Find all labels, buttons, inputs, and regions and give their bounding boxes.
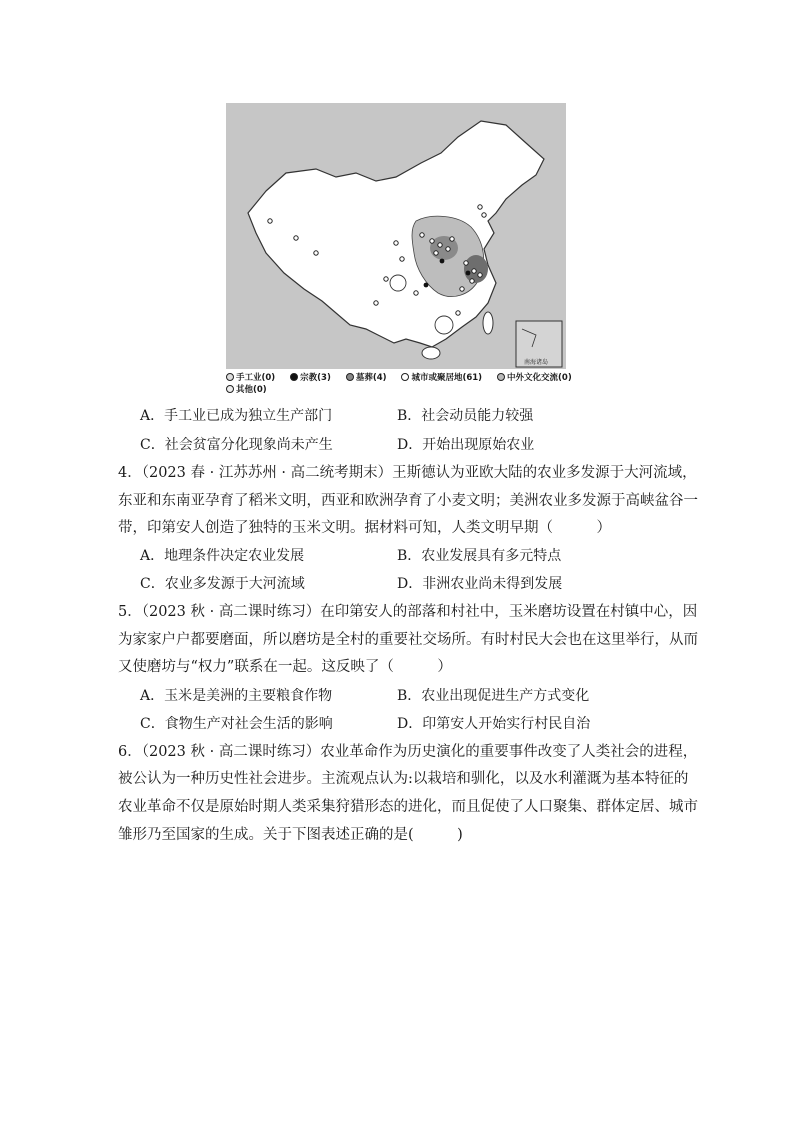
legend-item: 宗教(3) bbox=[290, 373, 337, 383]
other-icon bbox=[226, 385, 234, 393]
q5-stem-line: 又使磨坊与“权力”联系在一起。这反映了（ ） bbox=[118, 659, 452, 675]
taiwan-island bbox=[483, 312, 493, 334]
inset-label: 南海诸岛 bbox=[524, 359, 549, 366]
q4-option-a: A．地理条件决定农业发展 bbox=[140, 548, 305, 564]
handicraft-icon bbox=[226, 373, 234, 381]
q5-option-a: A．玉米是美洲的主要粮食作物 bbox=[140, 688, 333, 704]
q5-option-d: D．印第安人开始实行村民自治 bbox=[397, 716, 591, 732]
q4-option-d: D．非洲农业尚未得到发展 bbox=[397, 576, 563, 592]
q6-stem-line: 农业革命不仅是原始时期人类采集狩猎形态的进化，而且促使了人口聚集、群体定居、城市 bbox=[118, 799, 698, 815]
q4-option-c: C．农业多发源于大河流域 bbox=[140, 576, 305, 592]
q5-stem-line: 5．（2023 秋 · 高二课时练习）在印第安人的部落和村社中，玉米磨坊设置在村镇中心，因 bbox=[118, 604, 698, 620]
china-map-figure bbox=[226, 103, 566, 369]
legend-item: 墓葬(4) bbox=[346, 373, 393, 383]
q3-option-a: A．手工业已成为独立生产部门 bbox=[140, 408, 333, 424]
city-icon bbox=[401, 373, 409, 381]
q3-option-d: D．开始出现原始农业 bbox=[397, 437, 535, 453]
tomb-icon bbox=[346, 373, 354, 381]
q4-stem-line: 东亚和东南亚孕育了稻米文明，西亚和欧洲孕育了小麦文明；美洲农业多发源于高峡盆谷一 bbox=[118, 493, 698, 509]
q6-stem-line: 6．（2023 秋 · 高二课时练习）农业革命作为历史演化的重要事件改变了人类社会的进程， bbox=[118, 744, 698, 760]
religion-icon bbox=[290, 373, 298, 381]
hainan-island bbox=[422, 347, 440, 359]
legend-item: 其他(0) bbox=[226, 385, 273, 395]
q4-stem-line: 带，印第安人创造了独特的玉米文明。据材料可知，人类文明早期（ ） bbox=[118, 520, 611, 536]
q4-option-b: B．农业发展具有多元特点 bbox=[397, 548, 562, 564]
q5-option-b: B．农业出现促进生产方式变化 bbox=[397, 688, 590, 704]
q5-stem-line: 为家家户户都要磨面，所以磨坊是全村的重要社交场所。有时村民大会也在这里举行，从而 bbox=[118, 632, 698, 648]
china-map bbox=[226, 103, 566, 369]
exchange-icon bbox=[497, 373, 505, 381]
q6-stem-line: 被公认为一种历史性社会进步。主流观点认为:以栽培和驯化，以及水利灌溉为基本特征的 bbox=[118, 771, 689, 787]
legend-item: 城市或聚居地(61) bbox=[401, 373, 488, 383]
q6-stem-line: 雏形乃至国家的生成。关于下图表述正确的是( ) bbox=[118, 827, 463, 843]
density-core-2 bbox=[464, 255, 488, 283]
legend-item: 手工业(0) bbox=[226, 373, 281, 383]
q3-option-c: C．社会贫富分化现象尚未产生 bbox=[140, 437, 333, 453]
q3-option-b: B．社会动员能力较强 bbox=[397, 408, 534, 424]
legend-item: 中外文化交流(0) bbox=[497, 373, 578, 383]
q5-option-c: C．食物生产对社会生活的影响 bbox=[140, 716, 333, 732]
q4-stem-line: 4．（2023 春 · 江苏苏州 · 高二统考期末）王斯德认为亚欧大陆的农业多发源于大河流域， bbox=[118, 465, 697, 481]
map-legend bbox=[226, 372, 586, 396]
